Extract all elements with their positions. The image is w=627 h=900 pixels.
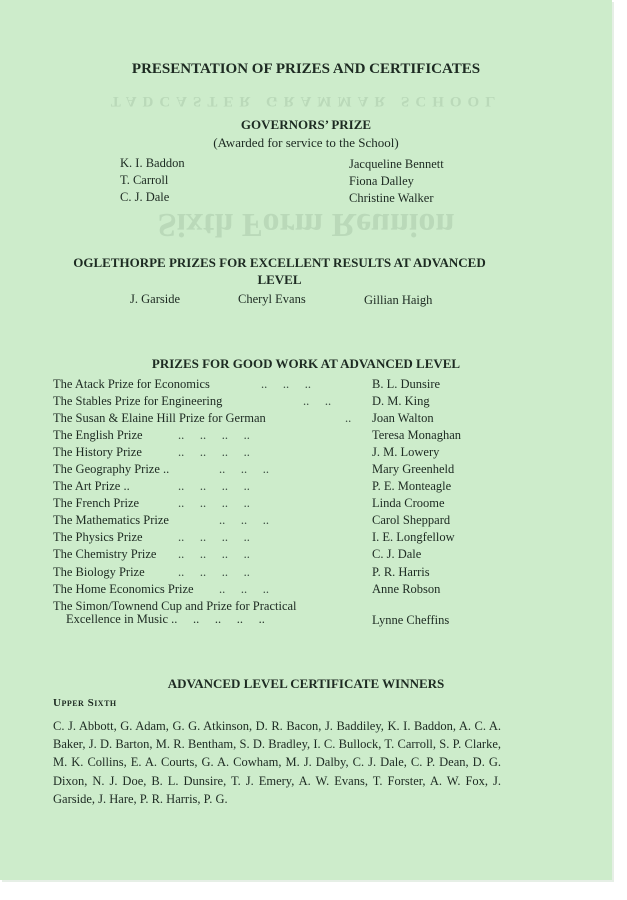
group-heading: Upper Sixth — [53, 697, 117, 709]
leader-dots: .. .. .. .. — [178, 428, 250, 442]
prize-row — [53, 547, 513, 564]
prize-winner: P. R. Harris — [372, 565, 430, 579]
prize-name-line2: Excellence in Music .. .. .. .. .. — [66, 612, 265, 626]
prize-name-line1: The Simon/Townend Cup and Prize for Practical — [53, 599, 297, 613]
prize-winner: P. E. Monteagle — [372, 479, 452, 493]
prize-name: The French Prize — [53, 496, 140, 510]
leader-dots: .. .. .. — [219, 513, 269, 527]
prize-winner: Anne Robson — [372, 582, 441, 596]
prize-winner: J. M. Lowery — [372, 445, 440, 459]
prize-name: The Susan & Elaine Hill Prize for German — [53, 411, 266, 425]
prize-winner: C. J. Dale — [372, 547, 422, 561]
prize-row — [53, 582, 513, 599]
prize-row — [53, 565, 513, 582]
governors-winner: Jacqueline Bennett — [349, 157, 444, 171]
governors-winner: K. I. Baddon — [120, 156, 185, 170]
prize-row — [53, 496, 513, 513]
leader-dots: .. .. .. .. — [178, 445, 250, 459]
prize-winner: D. M. King — [372, 394, 430, 408]
oglethorpe-winner: Cheryl Evans — [238, 292, 306, 306]
prize-row — [53, 428, 513, 445]
governors-prize-subtitle: (Awarded for service to the School) — [213, 135, 399, 150]
leader-dots: .. .. .. .. — [178, 479, 250, 493]
governors-winner: Christine Walker — [349, 191, 434, 205]
prize-winner: Joan Walton — [372, 411, 434, 425]
governors-winner: Fiona Dalley — [349, 174, 414, 188]
good-work-prizes-heading: PRIZES FOR GOOD WORK AT ADVANCED LEVEL — [151, 356, 461, 371]
page-title: PRESENTATION OF PRIZES AND CERTIFICATES — [131, 61, 481, 77]
leader-dots: .. .. .. — [219, 462, 269, 476]
bleed-through-heading: Sixth Form Reunion — [157, 206, 455, 243]
certificate-winners-heading: ADVANCED LEVEL CERTIFICATE WINNERS — [167, 676, 445, 691]
prize-row — [53, 411, 513, 428]
prize-row — [53, 530, 513, 547]
prize-name: The Atack Prize for Economics — [53, 377, 210, 391]
oglethorpe-winner: J. Garside — [130, 292, 180, 306]
governors-winner: T. Carroll — [120, 173, 169, 187]
prize-name: The Home Economics Prize — [53, 582, 194, 596]
leader-dots: .. .. .. .. — [178, 496, 250, 510]
leader-dots: .. .. .. — [219, 582, 269, 596]
prize-name: The Biology Prize — [53, 565, 145, 579]
prize-row — [53, 445, 513, 462]
prize-row — [53, 377, 513, 394]
bleed-through-school-name: TADCASTER GRAMMAR SCHOOL — [110, 93, 502, 109]
leader-dots: .. .. — [303, 394, 332, 408]
governors-prize-heading: GOVERNORS’ PRIZE — [240, 117, 372, 132]
prize-row — [53, 394, 513, 411]
prize-name: The English Prize — [53, 428, 143, 442]
prize-row — [53, 513, 513, 530]
governors-winner: C. J. Dale — [120, 190, 170, 204]
prize-name: The Chemistry Prize — [53, 547, 157, 561]
prize-winner: I. E. Longfellow — [372, 530, 455, 544]
prize-winner: Linda Croome — [372, 496, 445, 510]
prize-winner: Carol Sheppard — [372, 513, 451, 527]
oglethorpe-prizes-heading: OGLETHORPE PRIZES FOR EXCELLENT RESULTS AT ADVANCED LEVEL — [73, 255, 486, 287]
certificate-winners-list: C. J. Abbott, G. Adam, G. G. Atkinson, D. R. Bacon, J. Baddiley, K. I. Baddon, A. C. A. Baker, J. D. Barton, M. R. Bentham, S. D. Bradley, I. C. Bullock, T. Carroll, S. P. Clarke, M. K. Collins, E. A. Courts, G. A. Cowham, M. J. Dalby, C. J. Dale, C. P. Dean, D. G. Dixon, N. J. Doe, B. L. Dunsire, T. J. Emery, A. W. Evans, T. Forster, A. W. Fox, J. Garside, J. Hare, P. R. Harris, P. G. — [53, 719, 501, 806]
prize-winner: Mary Greenheld — [372, 462, 455, 476]
prize-row — [53, 479, 513, 496]
leader-dots: .. .. .. .. — [178, 547, 250, 561]
prize-winner: Teresa Monaghan — [372, 428, 462, 442]
leader-dots: .. .. .. .. — [178, 530, 250, 544]
prize-name: The Geography Prize .. — [53, 462, 170, 476]
prize-row — [53, 462, 513, 479]
prize-winner: Lynne Cheffins — [372, 613, 450, 627]
oglethorpe-winner: Gillian Haigh — [364, 293, 433, 307]
prize-winner: B. L. Dunsire — [372, 377, 441, 391]
simon-townend-prize — [53, 600, 353, 626]
prize-name: The Mathematics Prize — [53, 513, 169, 527]
leader-dots: .. .. .. — [261, 377, 311, 391]
prize-name: The History Prize — [53, 445, 142, 459]
prize-name: The Physics Prize — [53, 530, 143, 544]
leader-dots: .. .. .. .. — [178, 565, 250, 579]
prize-name: The Stables Prize for Engineering — [53, 394, 223, 408]
prize-name: The Art Prize .. — [53, 479, 130, 493]
leader-dots: .. — [345, 411, 352, 425]
